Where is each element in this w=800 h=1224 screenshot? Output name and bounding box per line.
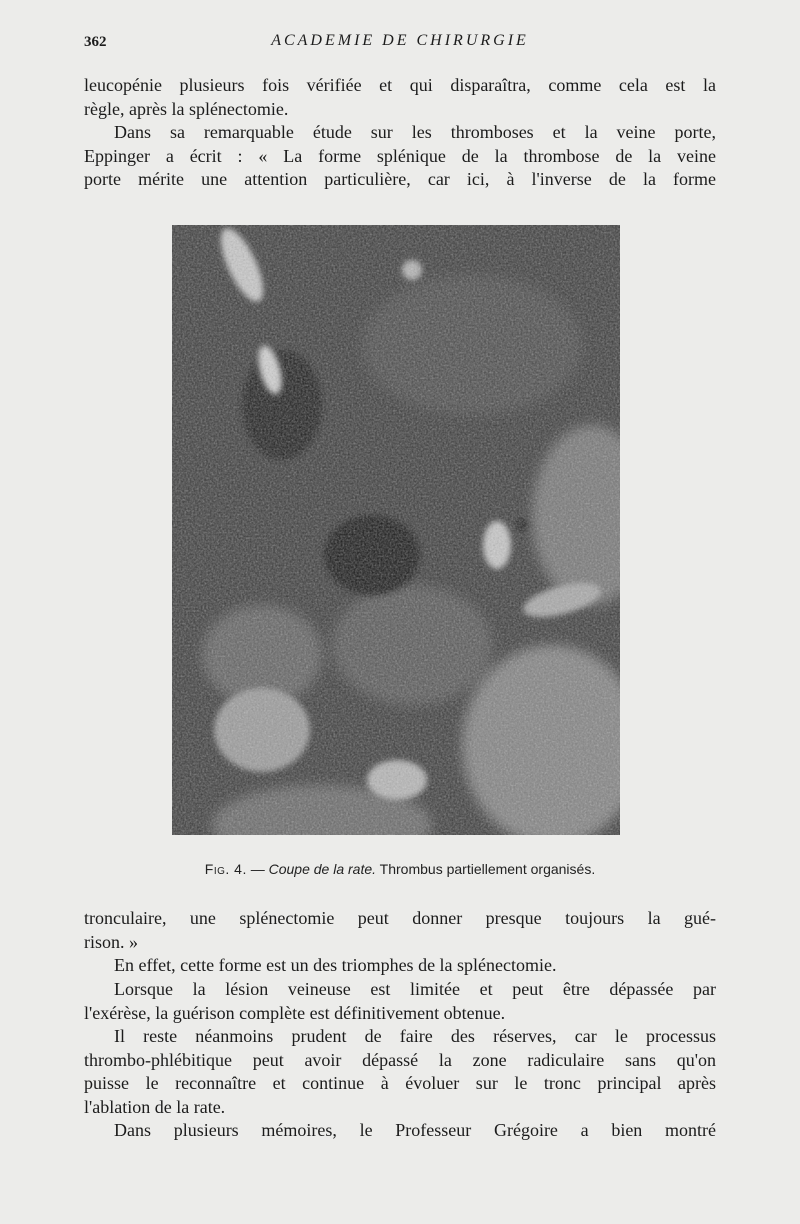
text-line: Il reste néanmoins prudent de faire des réserves, car le processus <box>114 1026 716 1046</box>
text-line: Dans plusieurs mémoires, le Professeur Grégoire a bien montré <box>114 1120 716 1140</box>
text-line: rison. » <box>84 931 138 952</box>
caption-title: Coupe de la rate. <box>268 861 377 877</box>
text-line: leucopénie plusieurs fois vérifiée et qui disparaîtra, comme cela est la <box>84 75 716 95</box>
text-line: l'exérèse, la guérison complète est définitivement obtenue. <box>84 1002 506 1023</box>
text-line: Eppinger a écrit : « La forme splénique de la thrombose de la veine <box>84 145 716 166</box>
paragraph-eppinger <box>84 121 716 192</box>
paragraph-leucopenie <box>84 74 716 121</box>
running-title: ACADEMIE DE CHIRURGIE <box>271 32 529 49</box>
text-line: porte mérite une attention particulière, car ici, à l'inverse de la forme <box>84 169 716 189</box>
micrograph-figure <box>172 225 620 835</box>
text-line: puisse le reconnaître et continue à évoluer sur le tronc principal après <box>84 1073 716 1093</box>
caption-text: Thrombus partiellement organisés. <box>376 861 596 877</box>
text-line: thrombo-phlébitique peut avoir dépassé la zone radiculaire sans qu'on <box>84 1049 716 1070</box>
paragraph-lesion <box>84 978 716 1025</box>
paragraph-gregoire <box>84 1119 716 1143</box>
text-line: l'ablation de la rate. <box>84 1096 226 1117</box>
text-line: Lorsque la lésion veineuse est limitée et peut être dépassée par <box>114 979 716 999</box>
text-line: En effet, cette forme est un des triomphes de la splénectomie. <box>114 955 557 975</box>
paragraph-reserves <box>84 1025 716 1119</box>
page-number: 362 <box>84 34 107 50</box>
text-line: tronculaire, une splénectomie peut donner presque toujours la gué- <box>84 908 716 928</box>
caption-dash: — <box>246 861 269 877</box>
text-line: Dans sa remarquable étude sur les thromboses et la veine porte, <box>114 122 716 142</box>
page-header <box>84 30 716 56</box>
paragraph-triomphes <box>84 954 716 978</box>
figure-caption <box>84 861 716 877</box>
figure-label: Fig. 4. <box>204 861 247 877</box>
text-line: règle, après la splénectomie. <box>84 98 289 119</box>
spleen-section-micrograph <box>172 225 620 835</box>
paragraph-tronculaire <box>84 907 716 954</box>
